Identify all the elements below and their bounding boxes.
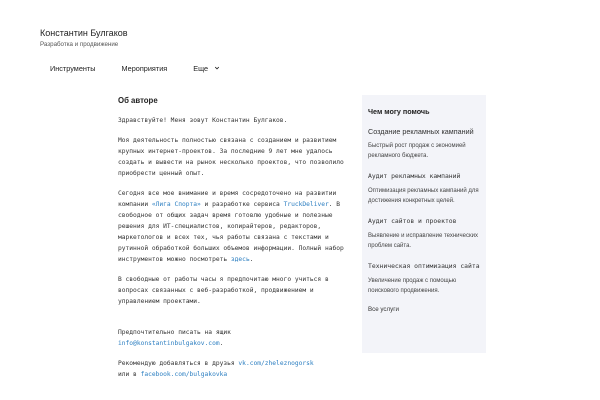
service-link-ad-campaigns[interactable]: Создание рекламных кампаний — [368, 127, 474, 136]
service-desc-ad-campaigns: Быстрый рост продаж с экономией рекламного бюджета. — [368, 143, 466, 159]
nav-item-tools[interactable]: Инструменты — [50, 63, 96, 73]
text: Сегодня все мое внимание и время сосредоточено на развитии компании — [118, 190, 337, 208]
about-paragraph-greeting: Здравствуйте! Меня зовут Константин Булгаков. — [118, 117, 288, 124]
chevron-down-icon — [214, 65, 220, 71]
text: или в — [118, 371, 141, 378]
service-link-tech-optimization[interactable]: Техническая оптимизация сайта — [368, 262, 480, 270]
text: . В свободное от общих задач время готовлю удобные и полезные решения для ИТ-специалистов, копирайтеров, редакторов, маркетологов и всех тех, чья работы связана с текстами и рутинной обработкой больших объемов информации. Полный набор инструментов можно посмотреть — [118, 201, 344, 263]
service-desc-ad-audit: Оптимизация рекламных кампаний для достижения конкретных целей. — [368, 188, 479, 204]
contact-email-paragraph — [118, 327, 354, 349]
nav-item-more[interactable] — [193, 64, 220, 73]
text: и разработке сервиса — [200, 201, 284, 208]
contact-social-paragraph — [118, 358, 354, 380]
site-title[interactable]: Константин Булгаков — [40, 28, 128, 38]
tools-here-link[interactable]: здесь — [230, 256, 250, 263]
services-sidebar — [362, 95, 486, 353]
service-desc-tech-optimization: Увеличение продаж с помощью поискового продвижения. — [368, 278, 457, 294]
about-paragraph-learning: В свободные от работы часы я предпочитаю много учиться в вопросах связанных с веб-разработкой, продвижением и управлением проектами. — [118, 276, 329, 305]
sidebar-title: Чем могу помочь — [368, 107, 430, 116]
site-tagline: Разработка и продвижение — [40, 41, 119, 48]
service-desc-site-audit: Выявление и исправление технических проблем сайта. — [368, 233, 478, 249]
all-services-link[interactable]: Все услуги — [368, 306, 399, 313]
main-nav — [40, 62, 236, 74]
vk-link[interactable]: vk.com/zheleznogorsk — [238, 360, 314, 367]
text: . — [249, 256, 254, 263]
truckdeliver-link[interactable]: TruckDeliver — [283, 201, 329, 208]
email-link[interactable]: info@konstantinbulgakov.com — [118, 340, 220, 347]
about-paragraph-current — [118, 188, 354, 265]
facebook-link[interactable]: facebook.com/bulgakovka — [140, 371, 228, 378]
about-section — [118, 95, 354, 389]
service-link-site-audit[interactable]: Аудит сайтов и проектов — [368, 217, 457, 225]
text: Рекомендую добавляться в друзья — [118, 360, 239, 367]
text: Предпочтительно писать на ящик — [118, 329, 231, 336]
service-link-ad-audit[interactable]: Аудит рекламных кампаний — [368, 172, 461, 180]
liga-sporta-link[interactable]: «Лига Спорта» — [151, 201, 201, 208]
about-title: Об авторе — [118, 96, 158, 105]
text: . — [219, 340, 224, 347]
nav-item-more-label: Еще — [193, 63, 209, 73]
nav-item-events[interactable]: Мероприятия — [121, 63, 168, 73]
spacer — [118, 316, 354, 327]
about-paragraph-experience: Моя деятельность полностью связана с созданием и развитием крупных интернет-проектов. За последние 9 лет мне удалось создать и вывести на рынок несколько проектов, что позволило приобрести ценный опыт. — [118, 137, 344, 177]
